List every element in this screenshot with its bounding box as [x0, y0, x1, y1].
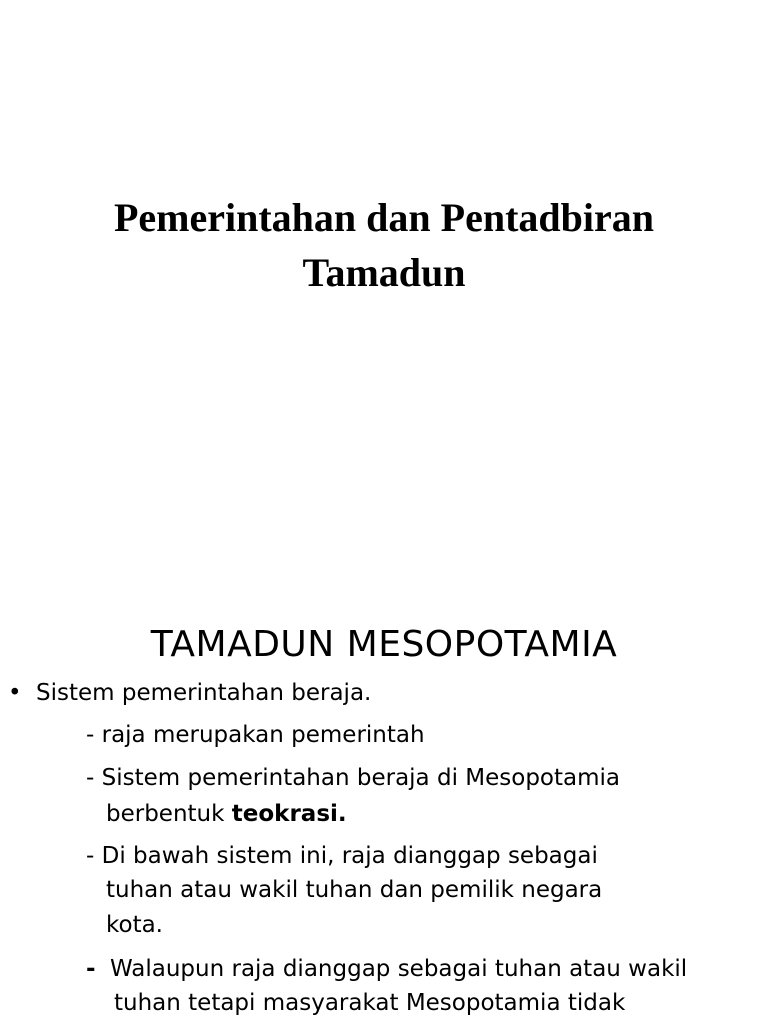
sub-point-3-line-3: kota. — [106, 912, 163, 938]
title-line-2: Tamadun — [302, 250, 466, 295]
bullet-dot: • — [8, 680, 22, 706]
title-line-1: Pemerintahan dan Pentadbiran — [113, 195, 655, 240]
sub-point-4-line-1 — [86, 956, 688, 982]
slide-mesopotamia — [0, 576, 768, 1024]
keyword-teokrasi: teokrasi. — [231, 801, 347, 827]
bullet-text: Sistem pemerintahan beraja. — [36, 680, 372, 706]
sub-point-4-line-2: tuhan tetapi masyarakat Mesopotamia tidak — [114, 990, 626, 1016]
sub-point-1: - raja merupakan pemerintah — [86, 722, 425, 748]
sub-point-2-line-2 — [106, 801, 347, 827]
sub-point-4-text: Walaupun raja dianggap sebagai tuhan atau wakil — [110, 956, 688, 982]
sub-point-4-dash: - — [86, 956, 96, 982]
sub-point-3-line-1: - Di bawah sistem ini, raja dianggap sebagai — [86, 843, 598, 869]
sub-point-2-prefix: berbentuk — [106, 801, 232, 827]
page-title — [0, 190, 768, 300]
slide-heading: TAMADUN MESOPOTAMIA — [150, 624, 618, 665]
sub-point-2-line-1: - Sistem pemerintahan beraja di Mesopotamia — [86, 765, 620, 791]
sub-point-3-line-2: tuhan atau wakil tuhan dan pemilik negara — [106, 877, 603, 903]
